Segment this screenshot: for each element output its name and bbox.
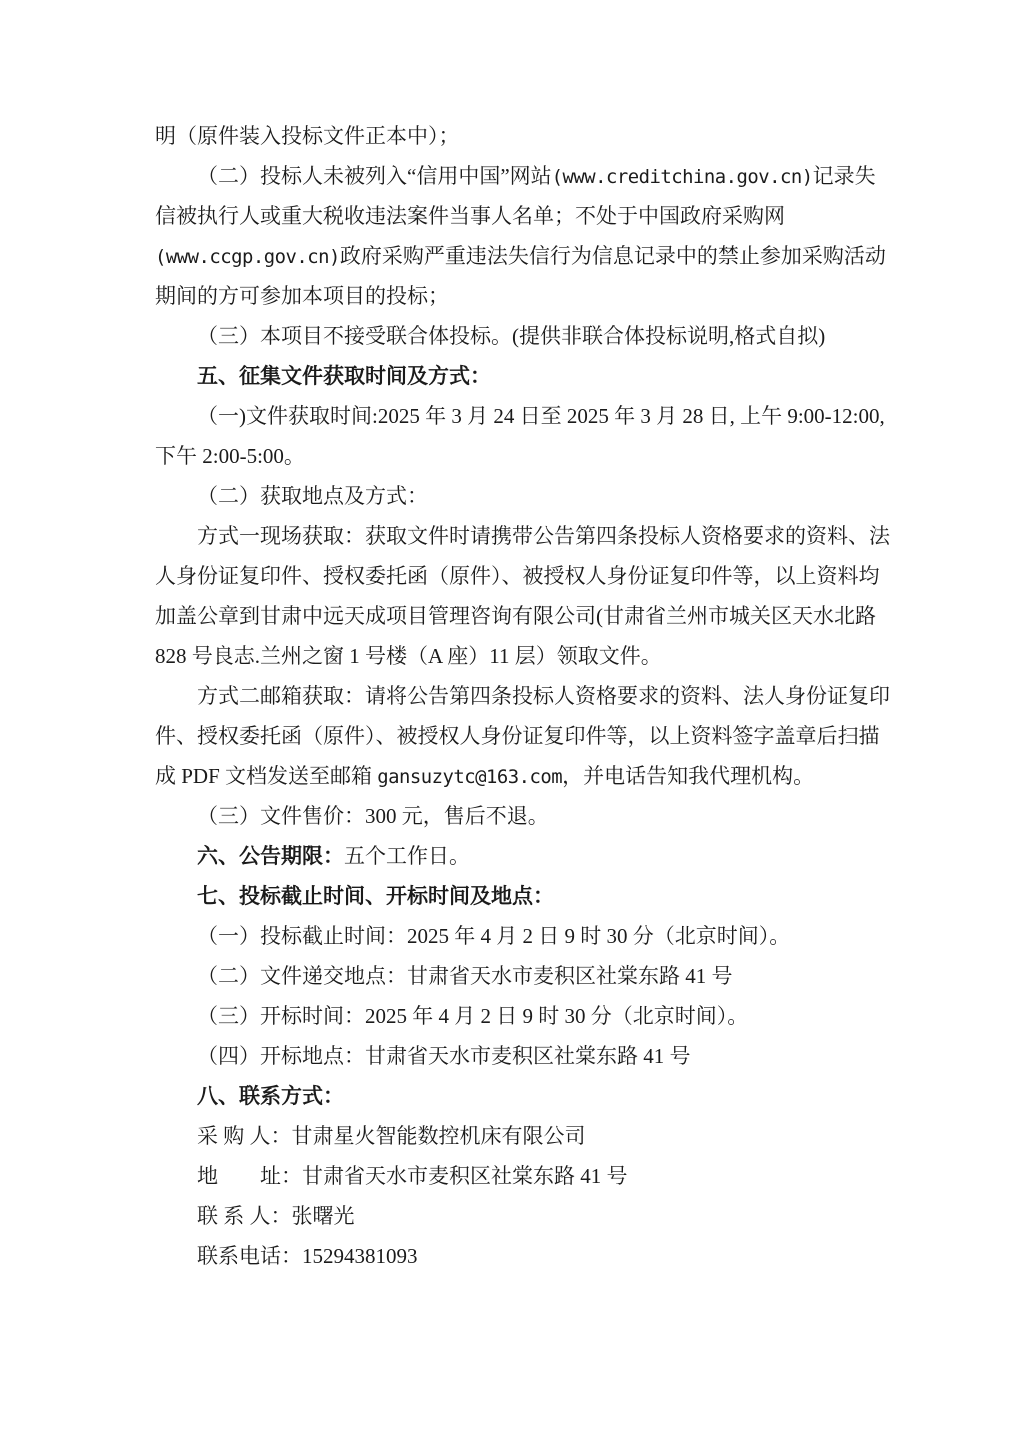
text-segment: 联系电话：15294381093	[197, 1244, 418, 1268]
text-line	[155, 1116, 905, 1156]
text-line	[155, 236, 905, 276]
text-segment: ，并电话告知我代理机构。	[562, 764, 815, 788]
text-line	[155, 1196, 905, 1236]
text-line	[155, 276, 905, 316]
text-segment: （三）开标时间：2025 年 4 月 2 日 9 时 30 分（北京时间）。	[197, 1004, 749, 1028]
text-line	[155, 196, 905, 236]
text-segment: 记录失	[812, 164, 876, 188]
section-heading	[155, 356, 905, 396]
text-line	[155, 396, 905, 436]
section-heading	[155, 1076, 905, 1116]
text-line	[155, 676, 905, 716]
text-segment: 明（原件装入投标文件正本中）；	[155, 124, 460, 148]
text-segment: 成 PDF 文档发送至邮箱	[155, 764, 378, 788]
text-segment: 七、投标截止时间、开标时间及地点：	[197, 884, 554, 908]
text-segment: 828 号良志.兰州之窗 1 号楼（A 座）11 层）领取文件。	[155, 644, 662, 668]
section-heading	[155, 836, 905, 876]
text-segment: 八、联系方式：	[197, 1084, 344, 1108]
text-segment: 方式一现场获取：获取文件时请携带公告第四条投标人资格要求的资料、法	[197, 524, 890, 548]
text-segment: （二）获取地点及方式：	[197, 484, 428, 508]
text-segment: 政府采购严重违法失信行为信息记录中的禁止参加采购活动	[339, 244, 886, 268]
text-segment: （三）文件售价：300 元，售后不退。	[197, 804, 549, 828]
text-segment: 人身份证复印件、授权委托函（原件）、被授权人身份证复印件等，以上资料均	[155, 564, 880, 588]
text-line	[155, 916, 905, 956]
section-heading	[155, 876, 905, 916]
text-line	[155, 756, 905, 796]
latin-text-segment: (www.creditchina.gov.cn)	[551, 166, 813, 188]
text-line	[155, 716, 905, 756]
text-segment: 下午 2:00-5:00。	[155, 444, 305, 468]
text-line	[155, 956, 905, 996]
text-line	[155, 476, 905, 516]
text-segment: 五、征集文件获取时间及方式：	[197, 364, 491, 388]
text-line	[155, 1156, 905, 1196]
text-line	[155, 996, 905, 1036]
text-segment: （二）文件递交地点：甘肃省天水市麦积区社棠东路 41 号	[197, 964, 733, 988]
text-line	[155, 516, 905, 556]
text-line	[155, 1236, 905, 1276]
text-line	[155, 436, 905, 476]
latin-text-segment: gansuzytc@163.com	[377, 766, 563, 788]
text-segment: 加盖公章到甘肃中远天成项目管理咨询有限公司(甘肃省兰州市城关区天水北路	[155, 604, 876, 628]
text-segment: 六、公告期限：	[197, 844, 344, 868]
text-line	[155, 796, 905, 836]
text-line	[155, 156, 905, 196]
latin-text-segment: (www.ccgp.gov.cn)	[155, 246, 340, 268]
document-body	[155, 116, 905, 1276]
text-segment: （三）本项目不接受联合体投标。(提供非联合体投标说明,格式自拟)	[197, 324, 826, 348]
text-segment: 联 系 人：张曙光	[197, 1204, 355, 1228]
text-segment: 信被执行人或重大税收违法案件当事人名单；不处于中国政府采购网	[155, 204, 785, 228]
text-segment: （四）开标地点：甘肃省天水市麦积区社棠东路 41 号	[197, 1044, 691, 1068]
text-line	[155, 596, 905, 636]
text-segment: 件、授权委托函（原件）、被授权人身份证复印件等，以上资料签字盖章后扫描	[155, 724, 880, 748]
text-line	[155, 316, 905, 356]
text-segment: 地 址：甘肃省天水市麦积区社棠东路 41 号	[197, 1164, 628, 1188]
text-line	[155, 636, 905, 676]
text-segment: 方式二邮箱获取：请将公告第四条投标人资格要求的资料、法人身份证复印	[197, 684, 890, 708]
text-segment: 采 购 人：甘肃星火智能数控机床有限公司	[197, 1124, 586, 1148]
text-segment: （一）投标截止时间：2025 年 4 月 2 日 9 时 30 分（北京时间）。	[197, 924, 791, 948]
text-segment: （二）投标人未被列入“信用中国”网站	[197, 164, 552, 188]
text-line	[155, 116, 905, 156]
text-line	[155, 1036, 905, 1076]
text-segment: 五个工作日。	[344, 844, 470, 868]
text-line	[155, 556, 905, 596]
text-segment: （一)文件获取时间:2025 年 3 月 24 日至 2025 年 3 月 28 日, 上午 9:00-12:00,	[197, 404, 885, 428]
text-segment: 期间的方可参加本项目的投标；	[155, 284, 449, 308]
